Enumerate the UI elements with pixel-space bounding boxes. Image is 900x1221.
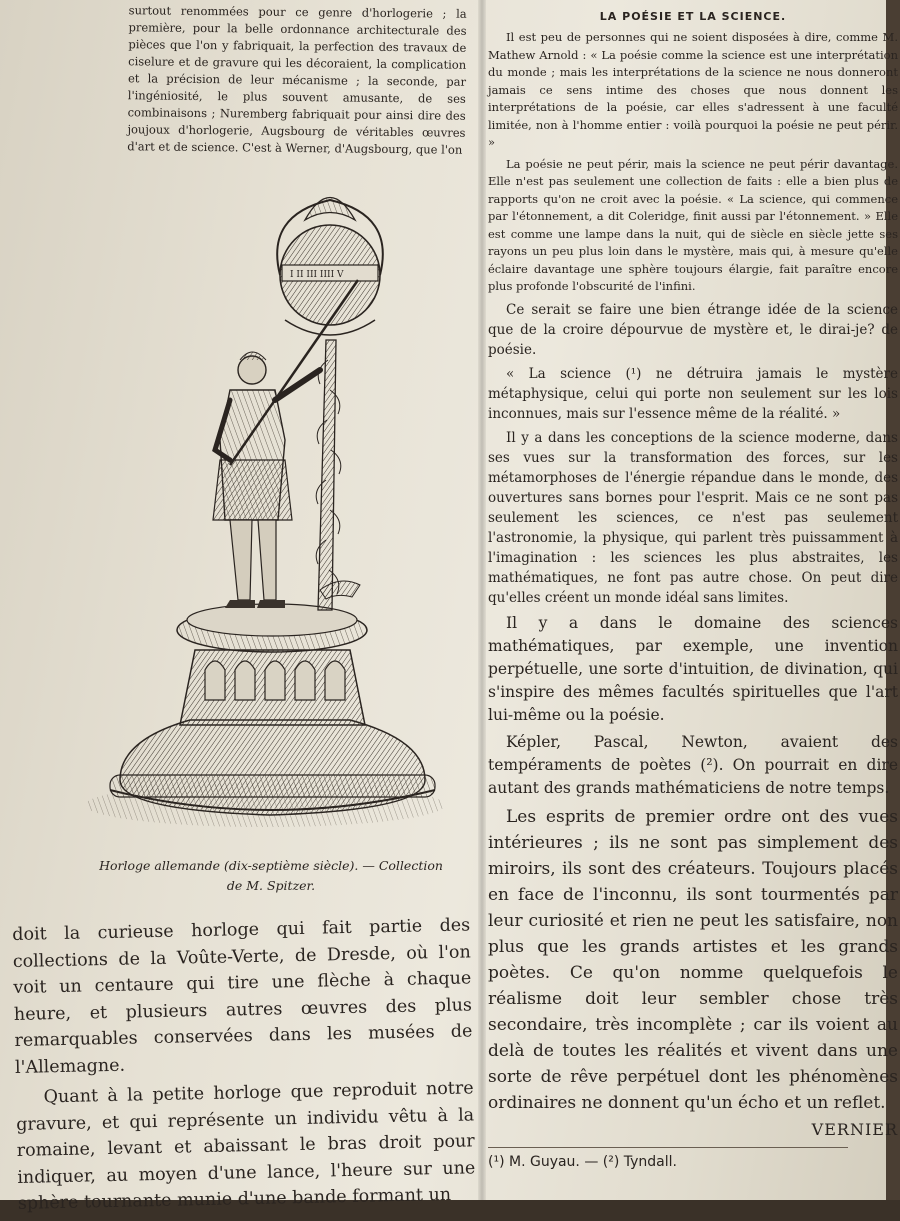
right-column: [488, 6, 898, 1170]
left-column-top-text: [127, 2, 467, 159]
column-gutter: [478, 0, 486, 1200]
caption-line-2: de M. Spitzer.: [226, 878, 316, 893]
svg-text:I II III IIII V: I II III IIII V: [290, 270, 344, 280]
article-paragraph-2: La poésie ne peut périr, mais la science ne peut périr davantage. Elle n'est pas seulement une collection de faits : elle a bien plus de rapports qu'on ne croit avec la poésie. « La science, qui commence par l'étonnement, a dit Coleridge, finit aussi par l'étonnement. » Elle est comme une lampe dans la nuit, qui de siècle en siècle jette ses rayons un peu plus loin dans le mystère, mais qui, à mesure qu'elle éclaire davantage une sphère toujours élargie, fait paraître encore plus profonde l'obscurité de l'infini.: [488, 156, 898, 293]
article-paragraph-3: Ce serait se faire une bien étrange idée de la science que de la croire dépourvue de mystère et, le dirai-je? de poésie.: [488, 301, 898, 358]
engraving-clock-icon: [80, 180, 460, 840]
footnote-rule: [488, 1147, 848, 1148]
article-title: LA POÉSIE ET LA SCIENCE.: [599, 10, 787, 23]
article-paragraph-4: « La science (¹) ne détruira jamais le mystère métaphysique, celui qui porte non seulement sur les lois inconnues, mais sur l'essence même de la réalité. »: [488, 365, 898, 422]
article-paragraph-1: Il est peu de personnes qui ne soient disposées à dire, comme M. Mathew Arnold : « La poésie comme la science est une interprétation du monde ; mais les interprétations de la science ne nous donneront jamais ce sens intime des choses que nous donnent les interprétations de la poésie, car elles s'adressent à une faculté limitée, non à l'homme entier : voilà pourquoi la poésie ne peut périr. »: [488, 30, 898, 149]
illustration-caption: [96, 856, 446, 896]
left-bottom-paragraph-2: Quant à la petite horloge que reproduit notre gravure, et qui représente un individu vêtu à la romaine, levant et abaissant le bras droit pour indiquer, au moyen d'une lance, l'heure sur une sphère tournante munie d'une bande formant un: [16, 1078, 476, 1214]
article-paragraph-7: Képler, Pascal, Newton, avaient des tempéraments de poètes (²). On pourrait en dire autant des grands mathématiciens de notre temps.: [488, 732, 898, 797]
article-paragraph-8: Les esprits de premier ordre ont des vues intérieures ; ils ne sont pas simplement des miroirs, ils sont des créateurs. Toujours placés en face de l'inconnu, ils sont tourmentés par leur curiosité et rien ne peut les satisfaire, non plus que les grands artistes et les grands poètes. Ce qu'on nomme quelquefois le réalisme doit leur sembler chose très secondaire, très incomplète ; car ils voient au delà de toutes les réalités et vivent dans une sorte de rêve perpétuel dont les phénomènes ordinaires ne donnent qu'un écho et un reflet.: [488, 806, 898, 1113]
left-column-bottom-text: [12, 912, 476, 1221]
left-top-paragraph: surtout renommées pour ce genre d'horlogerie ; la première, pour la belle ordonnance architecturale des pièces que l'on y fabriquait, la perfection des travaux de ciselure et de gravure qui les décoraient, la complication et la précision de leur mécanisme ; la seconde, par l'ingéniosité, le plus souvent amusante, de ses combinaisons ; Nuremberg fabriquait pour ainsi dire des joujoux d'horlogerie, Augsbourg de véritables œuvres d'art et de science. C'est à Werner, d'Augsbourg, que l'on: [127, 3, 467, 157]
article-paragraph-5: Il y a dans les conceptions de la science moderne, dans ses vues sur la transformation des forces, sur les métamorphoses de l'énergie répandue dans le monde, des ouvertures sans bornes pour l'esprit. Mais ce ne sont pas seulement les sciences, ce n'est pas seulement l'astronomie, la physique, qui parlent très puissamment à l'imagination : les sciences les plus abstraites, les mathématiques, ne font pas autre chose. On peut dire qu'elles créent un monde idéal sans limites.: [488, 429, 898, 606]
article-signature: VERNIER: [811, 1119, 898, 1139]
footnotes: (¹) M. Guyau. — (²) Tyndall.: [488, 1153, 677, 1170]
article-paragraph-6: Il y a dans le domaine des sciences mathématiques, par exemple, une invention perpétuelle, une sorte d'intuition, de divination, qui s'inspire des mêmes facultés spirituelles que l'art lui-même ou la poésie.: [488, 613, 898, 724]
caption-line-1: Horloge allemande (dix-septième siècle). — Collection: [99, 858, 443, 873]
left-bottom-paragraph-1: doit la curieuse horloge qui fait partie des collections de la Voûte-Verte, de Dresde, où l'on voit un centaure qui tire une flèche à chaque heure, et plusieurs autres œuvres des plus remarquables conservées dans les musées de l'Allemagne.: [12, 915, 473, 1078]
